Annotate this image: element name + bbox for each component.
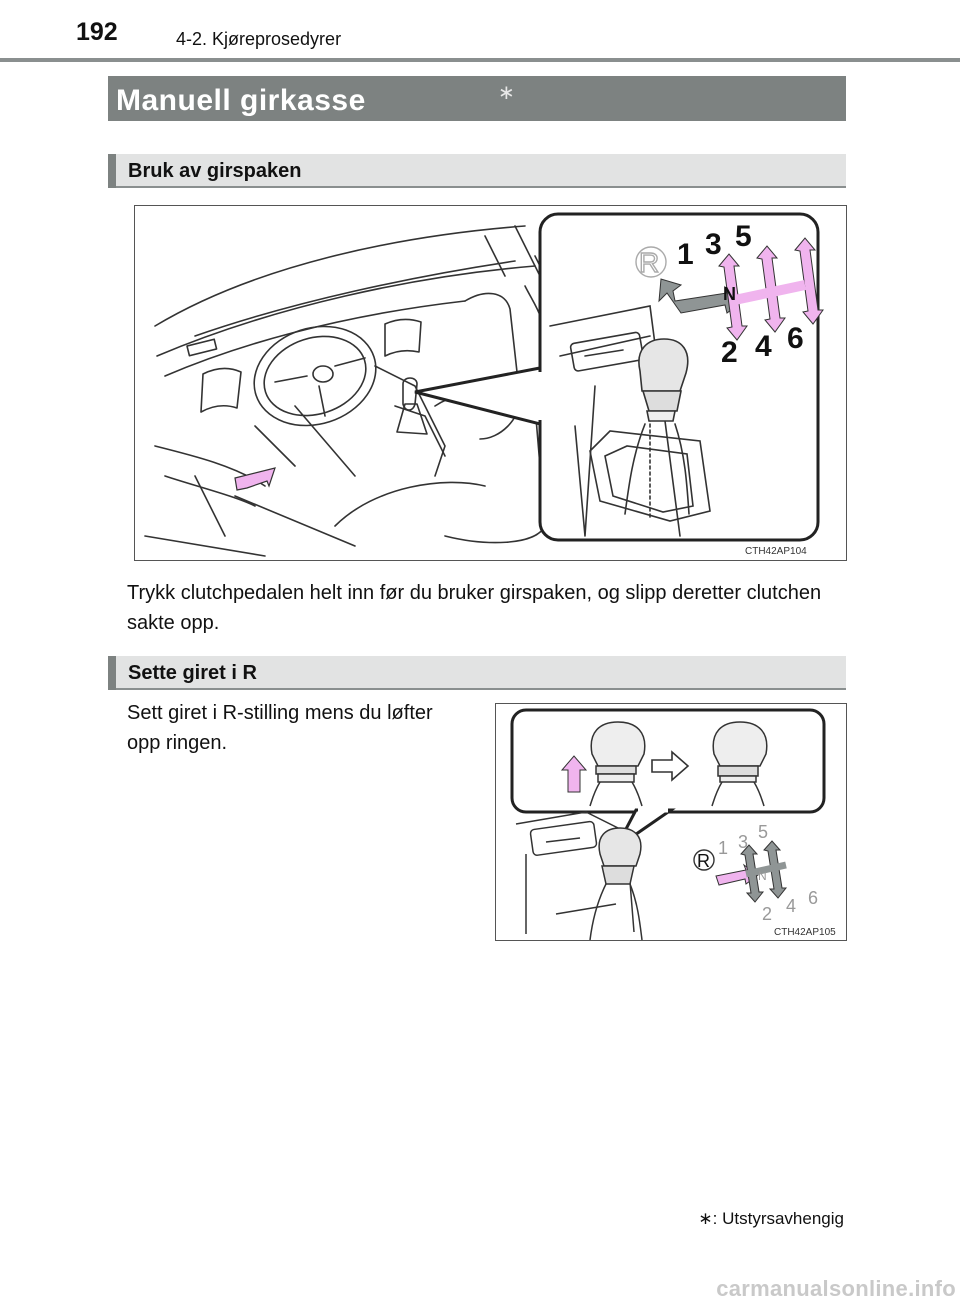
gear-label-1: 1 (718, 838, 729, 858)
dash-top-line (155, 226, 525, 326)
gear-label-4: 4 (755, 330, 772, 363)
main-title-bar (108, 76, 846, 121)
section-heading-reverse-gear: Sette giret i R (128, 662, 257, 684)
gear-label-4: 4 (786, 896, 797, 916)
gear-label-r: R (697, 851, 710, 871)
main-title: Manuell girkasse (116, 84, 366, 117)
gear-label-n: N (723, 284, 736, 304)
reverse-instruction-paragraph (127, 698, 487, 758)
instruction-paragraph: Trykk clutchpedalen helt inn før du bruker girspaken, og slipp deretter clutchen sakte opp. (127, 582, 822, 634)
reverse-gear-illustration (496, 704, 846, 940)
steering-wheel (241, 311, 389, 441)
reverse-instruction-line-1: Sett giret i R-stilling mens du løfter (127, 702, 433, 724)
optional-equipment-asterisk: ∗ (498, 82, 515, 104)
reverse-instruction-line-2: opp ringen. (127, 732, 228, 754)
gear-label-2: 2 (721, 336, 738, 369)
gear-label-6: 6 (787, 322, 804, 355)
section-heading-bar (108, 656, 846, 690)
gear-label-n: N (758, 869, 767, 883)
chapter-title: 4-2. Kjøreprosedyrer (176, 29, 342, 49)
gear-label-6: 6 (808, 888, 819, 908)
figure-code: CTH42AP105 (774, 927, 836, 938)
section-heading-gear-lever: Bruk av girspaken (128, 160, 302, 182)
gear-label-5: 5 (758, 822, 769, 842)
page-number: 192 (76, 18, 118, 46)
cockpit-illustration (135, 206, 846, 560)
pedal-arrow-icon (235, 468, 275, 490)
section-heading-bar (108, 154, 846, 188)
gear-label-3: 3 (705, 228, 722, 261)
header-divider (0, 58, 960, 62)
footnote: ∗: Utstyrsavhengig (698, 1209, 844, 1228)
figure-code: CTH42AP104 (745, 546, 807, 557)
gear-label-r: R (639, 247, 660, 278)
figure-cockpit-gear-lever (134, 205, 847, 561)
gear-label-1: 1 (677, 238, 694, 271)
gear-label-2: 2 (762, 904, 773, 924)
callout-pointer (415, 368, 540, 424)
figure-reverse-gear (495, 703, 847, 941)
gear-label-3: 3 (738, 832, 749, 852)
gear-label-5: 5 (735, 220, 752, 253)
watermark: carmanualsonline.info (716, 1276, 956, 1301)
